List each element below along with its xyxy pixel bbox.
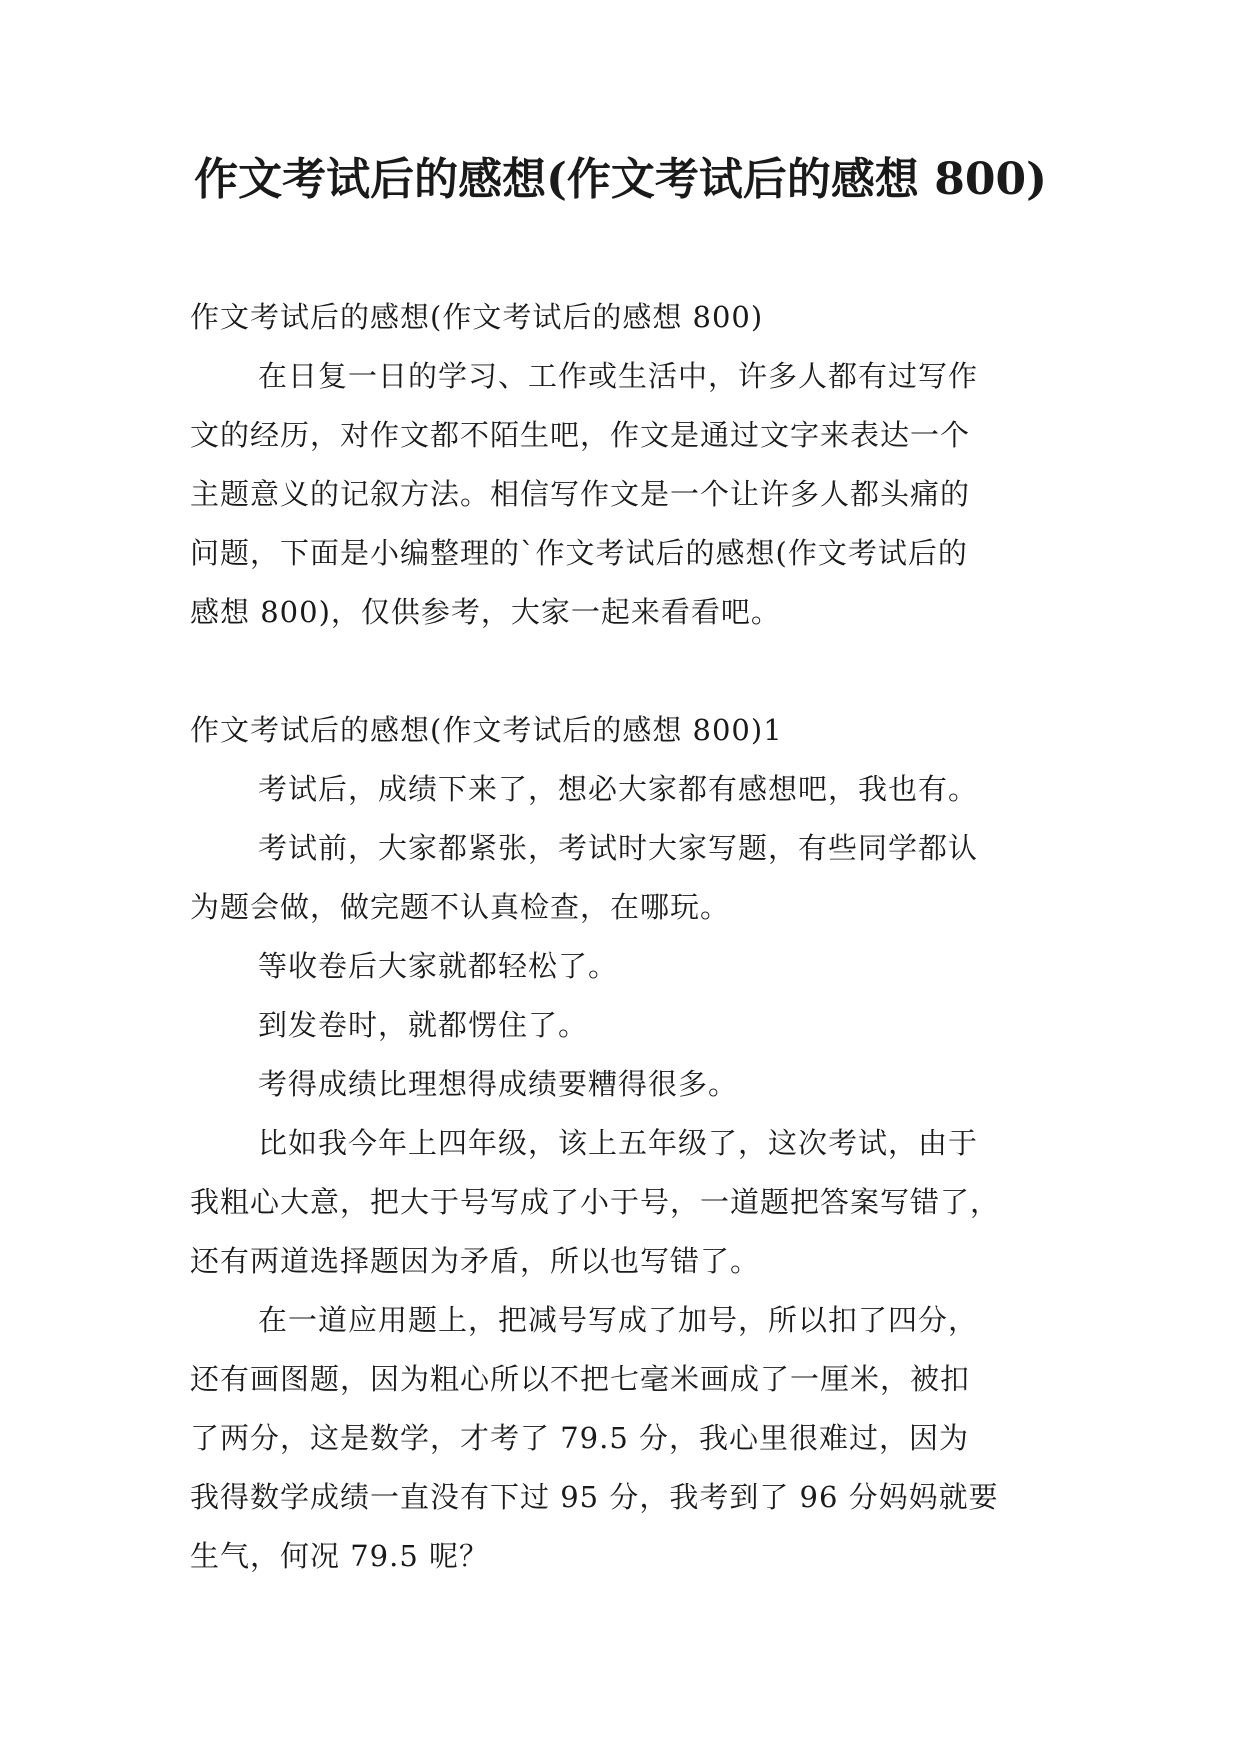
paragraph-line: 主题意义的记叙方法。相信写作文是一个让许多人都头痛的 — [190, 477, 971, 511]
paragraph-line: 考试前，大家都紧张，考试时大家写题，有些同学都认 — [258, 831, 979, 865]
paragraph-line: 到发卷时，就都愣住了。 — [258, 1008, 589, 1042]
paragraph-line: 还有两道选择题因为矛盾，所以也写错了。 — [190, 1244, 761, 1278]
paragraph-line: 在日复一日的学习、工作或生活中，许多人都有过写作 — [258, 359, 979, 393]
paragraph-line: 在一道应用题上，把减号写成了加号，所以扣了四分， — [258, 1303, 979, 1337]
paragraph-line: 文的经历，对作文都不陌生吧，作文是通过文字来表达一个 — [190, 418, 971, 452]
paragraph-line: 感想 800)，仅供参考，大家一起来看看吧。 — [190, 595, 781, 629]
paragraph-line: 为题会做，做完题不认真检查，在哪玩。 — [190, 890, 731, 924]
document-body — [190, 288, 1060, 1586]
paragraph-line: 考试后，成绩下来了，想必大家都有感想吧，我也有。 — [258, 772, 979, 806]
paragraph-line: 问题，下面是小编整理的`作文考试后的感想(作文考试后的 — [190, 536, 968, 570]
spacer — [190, 642, 1060, 701]
paragraph-line: 我得数学成绩一直没有下过 95 分，我考到了 96 分妈妈就要 — [190, 1480, 999, 1514]
paragraph-line: 比如我今年上四年级，该上五年级了，这次考试，由于 — [258, 1126, 979, 1160]
paragraph-line: 生气，何况 79.5 呢？ — [190, 1539, 490, 1573]
paragraph-line: 还有画图题，因为粗心所以不把七毫米画成了一厘米，被扣 — [190, 1362, 971, 1396]
intro-heading: 作文考试后的感想(作文考试后的感想 800) — [190, 300, 764, 334]
paragraph-line: 等收卷后大家就都轻松了。 — [258, 949, 619, 983]
paragraph-line: 了两分，这是数学，才考了 79.5 分，我心里很难过，因为 — [190, 1421, 970, 1455]
section-heading: 作文考试后的感想(作文考试后的感想 800)1 — [190, 713, 783, 747]
document-title: 作文考试后的感想(作文考试后的感想 800) — [194, 154, 1047, 205]
paragraph-line: 考得成绩比理想得成绩要糟得很多。 — [258, 1067, 739, 1101]
paragraph-line: 我粗心大意，把大于号写成了小于号，一道题把答案写错了， — [190, 1185, 1001, 1219]
